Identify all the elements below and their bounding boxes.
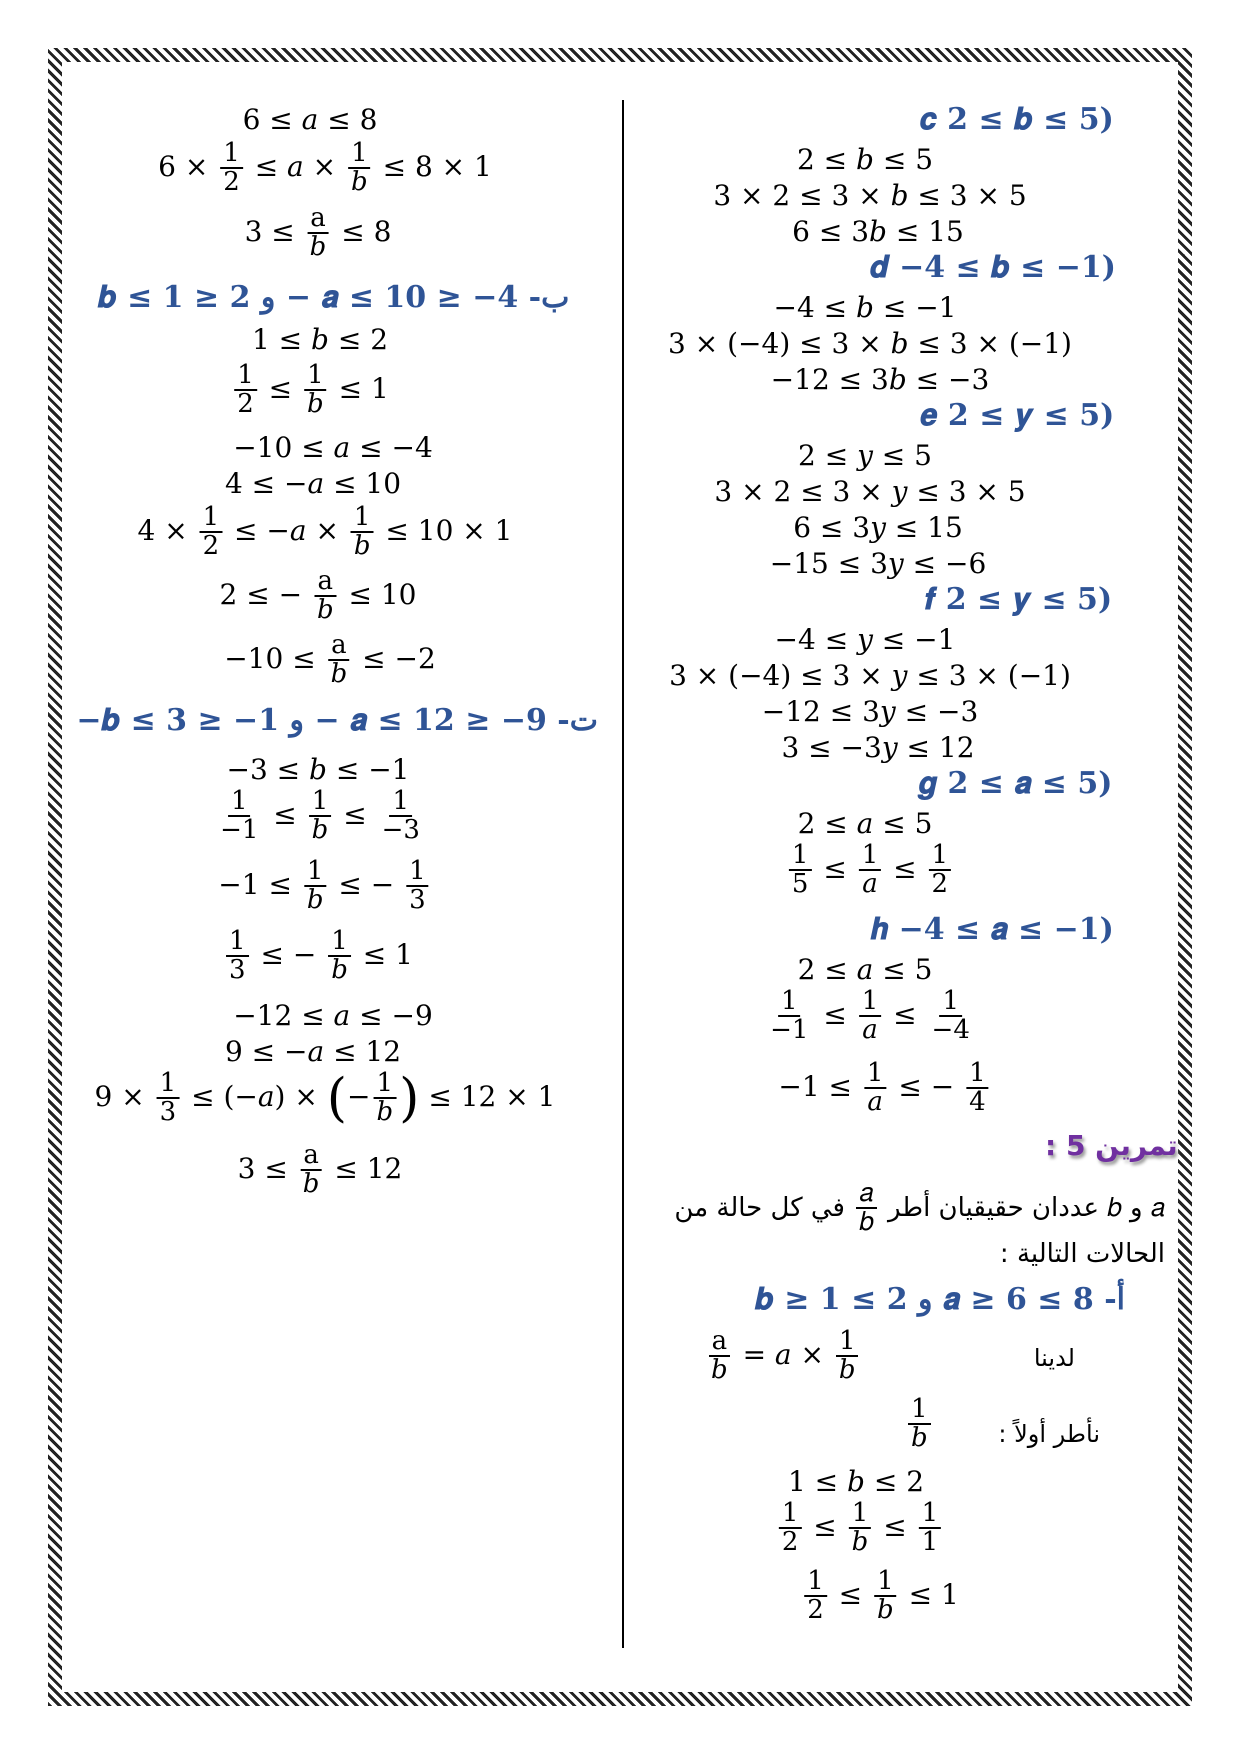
math-line: 6 × $\frac{1}{2}$ ≤ 𝑎 × $\frac{1}{\text{𝑏}}$ ≤ 8 × 1 (158, 138, 492, 198)
math-line: 9 × $\frac{1}{3}$ ≤ (−𝑎) × (− $\frac{1}{\text{𝑏}}$ ) ≤ 12 × 1 (94, 1068, 556, 1129)
math-line: 4 × $\frac{1}{2}$ ≤ −𝑎 × $\frac{1}{\text{𝑏}}$ ≤ 10 × 1 (137, 502, 513, 562)
math-line: 3 × 2 ≤ 3 × 𝑏 ≤ 3 × 5 (713, 179, 1027, 212)
section-heading-b: ب- 4− ≤ 𝒂 ≤ 10 − و 2 ≤ 𝒃 ≤ 1 (98, 280, 570, 315)
fraction: $\frac{1}{2}$ (220, 140, 243, 197)
math-line: −10 ≤ 𝑎 ≤ −4 (233, 431, 433, 464)
math-line: $\frac{1}{-1}$ ≤ $\frac{1}{\text{𝑏}}$ ≤ $\frac{1}{-3}$ (220, 786, 420, 846)
math-line: −1 ≤ $\frac{1}{\text{𝑏}}$ ≤ − $\frac{1}{3}$ (218, 858, 431, 915)
math-line: 3 ≤ $\frac{a}{\text{𝑏}}$ ≤ 12 (237, 1140, 403, 1200)
math-line: $\frac{1}{5}$ ≤ $\frac{1}{\text{𝑎}}$ ≤ $\frac{1}{2}$ (786, 842, 954, 899)
section-heading-d: (𝒅 −4 ≤ 𝒃 ≤ −1 (870, 250, 1116, 285)
section-heading-a: أ- 8 ≥ 𝒂 ≥ 6 و 2 ≥ 𝒃 ≥ 1 (755, 1282, 1125, 1317)
math-line: 3 × (−4) ≤ 3 × 𝑦 ≤ 3 × (−1) (669, 659, 1071, 692)
math-line: 2 ≤ 𝑦 ≤ 5 (798, 439, 932, 472)
math-line: 6 ≤ 3𝑦 ≤ 15 (793, 511, 963, 544)
math-line: 6 ≤ 3𝑏 ≤ 15 (792, 215, 964, 248)
math-line: 2 ≤ − $\frac{a}{\text{𝑏}}$ ≤ 10 (219, 566, 417, 626)
section-heading-g: (𝒈 2 ≤ 𝒂 ≤ 5 (918, 766, 1113, 801)
math-line: $\frac{1}{2}$ ≤ $\frac{1}{\text{𝑏}}$ ≤ $\frac{1}{1}$ (776, 1500, 944, 1557)
math-line: −15 ≤ 3𝑦 ≤ −6 (769, 547, 987, 580)
math-line: −10 ≤ $\frac{a}{\text{𝑏}}$ ≤ −2 (224, 630, 436, 690)
math-line: 3 × (−4) ≤ 3 × 𝑏 ≤ 3 × (−1) (668, 327, 1072, 360)
column-divider (622, 100, 624, 1648)
section-heading-c: (𝒄 2 ≤ 𝒃 ≤ 5 (920, 102, 1114, 137)
math-line: 3 ≤ $\frac{a}{\text{𝑏}}$ ≤ 8 (244, 203, 392, 263)
section-heading-e: (𝒆 2 ≤ 𝒚 ≤ 5 (920, 398, 1115, 433)
fraction: $\frac{1}{\text{𝑏}}$ (348, 140, 371, 197)
math-line: −4 ≤ 𝑏 ≤ −1 (773, 291, 957, 324)
label-natir: نأطر أولاً : (998, 1420, 1100, 1448)
math-line: $\frac{1}{2}$ ≤ $\frac{1}{\text{𝑏}}$ ≤ 1 (231, 362, 389, 419)
exercise-statement: 𝑎 و 𝑏 عددان حقيقيان أطر $\frac{\text{𝑎}}{\text{𝑏}}$ في كل حالة من (674, 1178, 1165, 1238)
math-line: 3 × 2 ≤ 3 × 𝑦 ≤ 3 × 5 (714, 475, 1026, 508)
math-line: $\frac{1}{3}$ ≤ − $\frac{1}{\text{𝑏}}$ ≤ 1 (223, 928, 413, 985)
math-line: 2 ≤ 𝑏 ≤ 5 (796, 143, 934, 176)
math-line: 9 ≤ −𝑎 ≤ 12 (224, 1035, 402, 1068)
math-line: −12 ≤ 𝑎 ≤ −9 (233, 999, 433, 1032)
math-line: $\frac{1}{-1}$ ≤ $\frac{1}{\text{𝑎}}$ ≤ $\frac{1}{-4}$ (770, 986, 970, 1046)
math-line: 6 ≤ 𝑎 ≤ 8 (242, 103, 378, 136)
math-line: −12 ≤ 3𝑏 ≤ −3 (770, 363, 990, 396)
math-line: 1 ≤ 𝑏 ≤ 2 (787, 1465, 925, 1498)
section-heading-t: ت- 9− ≤ 𝒂 ≤ 12 − و 1− ≤ 𝒃 ≤ 3− (76, 703, 598, 738)
math-line: $\frac{1}{\text{𝑏}}$ (905, 1396, 934, 1453)
math-line: $\frac{a}{\text{𝑏}}$ = 𝑎 × $\frac{1}{\text{𝑏}}$ (705, 1328, 862, 1385)
math-line: 4 ≤ −𝑎 ≤ 10 (224, 467, 402, 500)
exercise-title: تمرين 5 : (1045, 1129, 1178, 1162)
section-heading-f: (𝒇 2 ≤ 𝒚 ≤ 5 (925, 582, 1113, 617)
math-line: 1 ≤ 𝑏 ≤ 2 (251, 323, 389, 356)
exercise-statement-cont: الحالات التالية : (999, 1239, 1165, 1269)
math-line: 3 ≤ −3𝑦 ≤ 12 (781, 731, 975, 764)
math-line: −3 ≤ 𝑏 ≤ −1 (226, 753, 410, 786)
math-line: 2 ≤ 𝑎 ≤ 5 (797, 953, 933, 986)
math-line: 2 ≤ 𝑎 ≤ 5 (797, 807, 933, 840)
section-heading-h: (𝒉 −4 ≤ 𝒂 ≤ −1 (870, 912, 1114, 947)
label-ladayna: لدينا (1033, 1344, 1075, 1372)
math-line: −4 ≤ 𝑦 ≤ −1 (774, 623, 956, 656)
math-line: $\frac{1}{2}$ ≤ $\frac{1}{\text{𝑏}}$ ≤ 1 (801, 1568, 959, 1625)
math-line: −1 ≤ $\frac{1}{\text{𝑎}}$ ≤ − $\frac{1}{4}$ (778, 1060, 991, 1117)
math-line: −12 ≤ 3𝑦 ≤ −3 (761, 695, 979, 728)
